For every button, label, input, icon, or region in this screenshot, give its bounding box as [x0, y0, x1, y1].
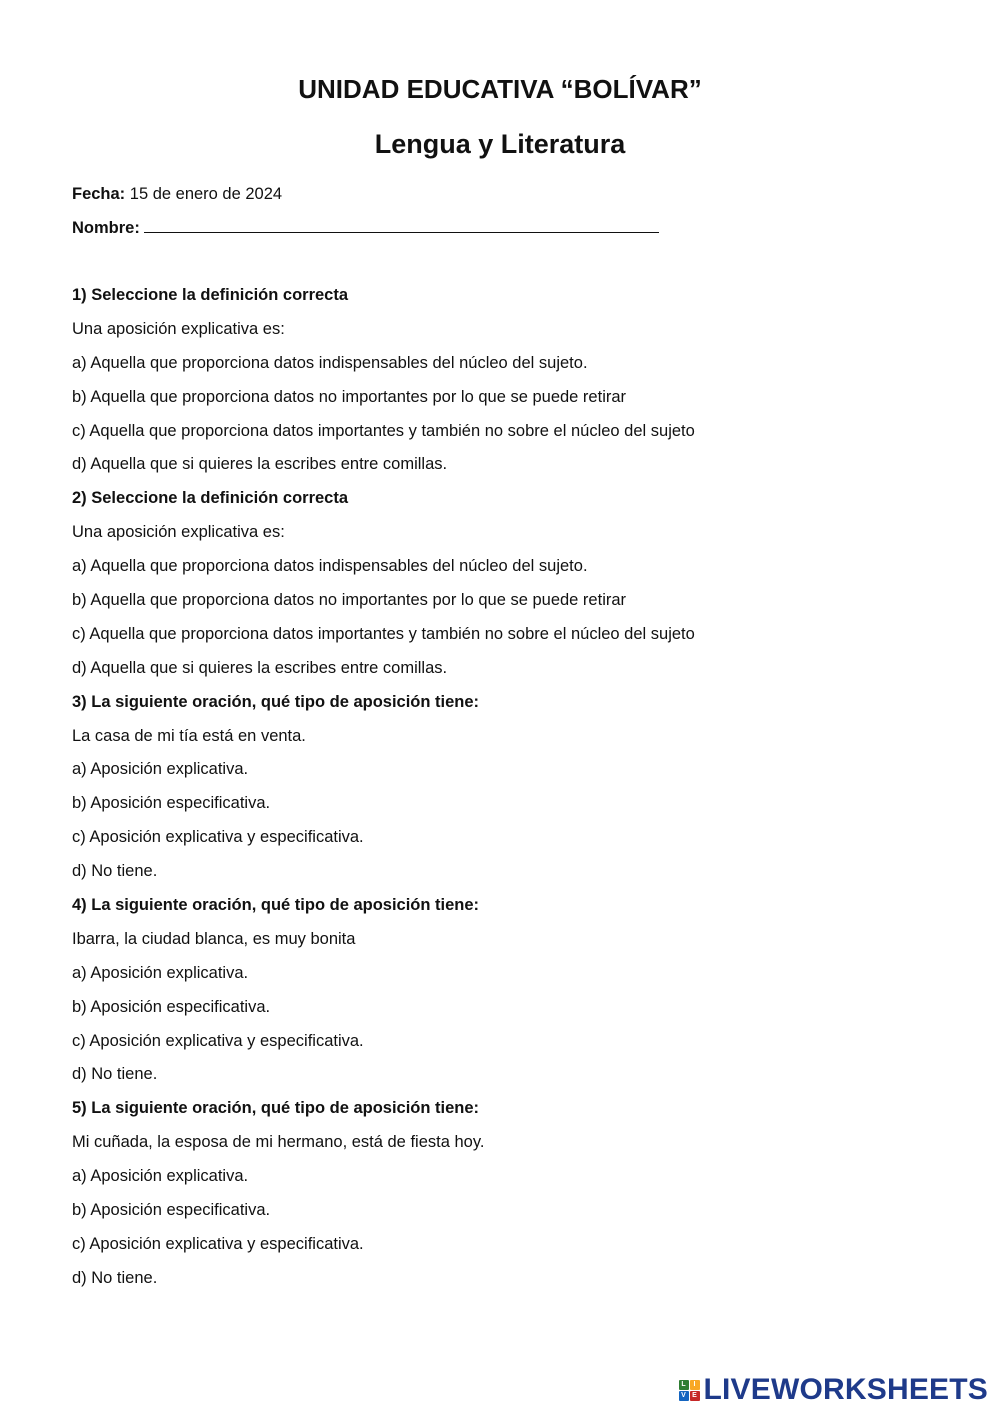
option-c[interactable]: c) Aquella que proporciona datos importantes y también no sobre el núcleo del sujeto — [72, 421, 695, 440]
logo-mark-tile: I — [690, 1380, 700, 1390]
subject-title: Lengua y Literatura — [374, 129, 626, 159]
name-blank-line[interactable] — [144, 218, 659, 233]
option-b[interactable]: b) Aquella que proporciona datos no importantes por lo que se puede retirar — [72, 387, 627, 406]
liveworksheets-logo[interactable] — [679, 1373, 989, 1407]
question-title: 3) La siguiente oración, qué tipo de aposición tiene: — [72, 692, 480, 711]
logo-mark-tile: E — [690, 1391, 700, 1401]
question-block — [72, 692, 972, 895]
option-d[interactable]: d) Aquella que si quieres la escribes entre comillas. — [72, 455, 448, 474]
question-prompt: Ibarra, la ciudad blanca, es muy bonita — [72, 929, 356, 948]
name-row — [72, 218, 659, 238]
question-title: 5) La siguiente oración, qué tipo de aposición tiene: — [72, 1099, 480, 1118]
question-title: 1) Seleccione la definición correcta — [72, 286, 349, 304]
question-block — [72, 1098, 972, 1301]
option-a[interactable]: a) Aposición explicativa. — [72, 1167, 249, 1186]
name-label: Nombre: — [72, 219, 140, 237]
option-b[interactable]: b) Aposición especificativa. — [72, 997, 271, 1016]
question-block — [72, 488, 972, 691]
option-a[interactable]: a) Aquella que proporciona datos indispensables del núcleo del sujeto. — [72, 557, 588, 576]
option-c[interactable]: c) Aquella que proporciona datos importantes y también no sobre el núcleo del sujeto — [72, 624, 695, 643]
date-label: Fecha: — [72, 185, 126, 203]
option-b[interactable]: b) Aposición especificativa. — [72, 794, 271, 813]
question-title: 2) Seleccione la definición correcta — [72, 489, 349, 508]
option-c[interactable]: c) Aposición explicativa y especificativa. — [72, 1234, 364, 1253]
option-c[interactable]: c) Aposición explicativa y especificativa. — [72, 828, 364, 847]
option-d[interactable]: d) No tiene. — [72, 1065, 158, 1084]
logo-mark-tile: L — [679, 1380, 689, 1390]
logo-text: LIVEWORKSHEETS — [703, 1373, 988, 1406]
option-a[interactable]: a) Aposición explicativa. — [72, 760, 249, 779]
question-prompt: Una aposición explicativa es: — [72, 319, 285, 338]
option-b[interactable]: b) Aquella que proporciona datos no importantes por lo que se puede retirar — [72, 591, 627, 610]
question-prompt: Mi cuñada, la esposa de mi hermano, está de fiesta hoy. — [72, 1133, 485, 1152]
question-prompt: La casa de mi tía está en venta. — [72, 726, 306, 745]
question-list — [72, 285, 972, 1302]
option-a[interactable]: a) Aquella que proporciona datos indispensables del núcleo del sujeto. — [72, 353, 588, 372]
date-row — [72, 184, 282, 204]
date-value: 15 de enero de 2024 — [125, 185, 283, 203]
option-a[interactable]: a) Aposición explicativa. — [72, 963, 249, 982]
school-title: UNIDAD EDUCATIVA “BOLÍVAR” — [298, 74, 702, 104]
option-d[interactable]: d) No tiene. — [72, 862, 158, 881]
question-block — [72, 895, 972, 1098]
option-c[interactable]: c) Aposición explicativa y especificativa. — [72, 1031, 364, 1050]
question-title: 4) La siguiente oración, qué tipo de aposición tiene: — [72, 896, 480, 915]
option-d[interactable]: d) Aquella que si quieres la escribes entre comillas. — [72, 658, 448, 677]
option-d[interactable]: d) No tiene. — [72, 1268, 158, 1287]
question-prompt: Una aposición explicativa es: — [72, 523, 285, 542]
logo-mark-icon — [679, 1380, 700, 1401]
question-block — [72, 285, 972, 488]
option-b[interactable]: b) Aposición especificativa. — [72, 1201, 271, 1220]
logo-mark-tile: V — [679, 1391, 689, 1401]
